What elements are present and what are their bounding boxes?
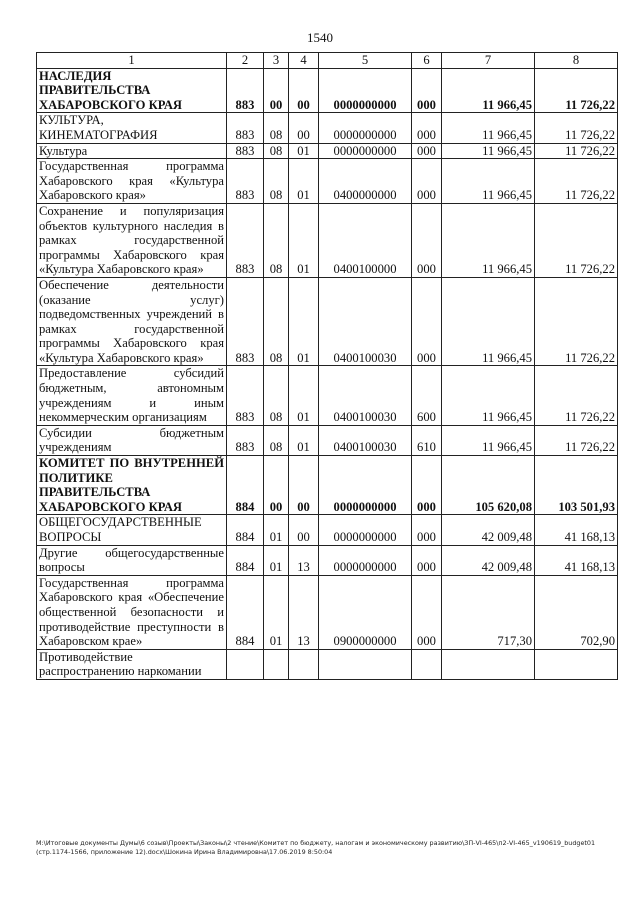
cell-rz: 08 (264, 366, 289, 425)
cell-name: КУЛЬТУРА, КИНЕМАТОГРАФИЯ (37, 113, 227, 143)
cell-sum-2019: 11 966,45 (442, 425, 535, 455)
cell-name: НАСЛЕДИЯ ПРАВИТЕЛЬСТВА ХАБАРОВСКОГО КРАЯ (37, 68, 227, 113)
cell-csr: 0900000000 (319, 575, 412, 649)
cell-rz (264, 649, 289, 679)
cell-pr: 01 (289, 425, 319, 455)
cell-csr: 0000000000 (319, 68, 412, 113)
cell-vr: 000 (412, 277, 442, 366)
cell-rz: 01 (264, 575, 289, 649)
cell-sum-2020: 11 726,22 (535, 159, 618, 204)
cell-pr: 00 (289, 515, 319, 545)
cell-name: Противодействие распространению наркомании (37, 649, 227, 679)
cell-pr: 01 (289, 143, 319, 159)
col-header-5: 5 (319, 53, 412, 69)
col-header-8: 8 (535, 53, 618, 69)
cell-sum-2020: 11 726,22 (535, 425, 618, 455)
cell-vr: 000 (412, 515, 442, 545)
cell-ved: 883 (227, 68, 264, 113)
cell-ved: 883 (227, 366, 264, 425)
cell-name: Сохранение и популяризация объектов культурного наследия в рамках государственной программы Хабаровского края «Культура Хабаровского края» (37, 203, 227, 277)
header-row (37, 53, 618, 69)
cell-rz: 01 (264, 515, 289, 545)
cell-sum-2019: 11 966,45 (442, 277, 535, 366)
cell-sum-2020: 702,90 (535, 575, 618, 649)
cell-ved: 884 (227, 515, 264, 545)
cell-sum-2019 (442, 649, 535, 679)
cell-ved: 883 (227, 203, 264, 277)
cell-sum-2019: 11 966,45 (442, 113, 535, 143)
table-row (37, 143, 618, 159)
table-row (37, 159, 618, 204)
cell-pr: 01 (289, 277, 319, 366)
cell-vr (412, 649, 442, 679)
cell-sum-2019: 11 966,45 (442, 203, 535, 277)
cell-vr: 000 (412, 159, 442, 204)
col-header-3: 3 (264, 53, 289, 69)
cell-sum-2020: 11 726,22 (535, 68, 618, 113)
cell-csr: 0400100030 (319, 277, 412, 366)
cell-ved (227, 649, 264, 679)
cell-sum-2020: 11 726,22 (535, 143, 618, 159)
cell-csr: 0400100030 (319, 425, 412, 455)
cell-sum-2019: 11 966,45 (442, 159, 535, 204)
cell-pr (289, 649, 319, 679)
cell-name: Субсидии бюджетным учреждениям (37, 425, 227, 455)
table-row (37, 456, 618, 515)
col-header-7: 7 (442, 53, 535, 69)
table-row (37, 277, 618, 366)
col-header-1: 1 (37, 53, 227, 69)
cell-name: Культура (37, 143, 227, 159)
cell-csr: 0000000000 (319, 456, 412, 515)
cell-sum-2019: 105 620,08 (442, 456, 535, 515)
cell-name: Другие общегосударственные вопросы (37, 545, 227, 575)
cell-ved: 883 (227, 143, 264, 159)
cell-vr: 000 (412, 575, 442, 649)
cell-sum-2019: 11 966,45 (442, 68, 535, 113)
cell-vr: 000 (412, 456, 442, 515)
cell-vr: 600 (412, 366, 442, 425)
cell-vr: 000 (412, 113, 442, 143)
cell-sum-2020: 11 726,22 (535, 113, 618, 143)
cell-csr: 0000000000 (319, 113, 412, 143)
cell-vr: 000 (412, 143, 442, 159)
col-header-6: 6 (412, 53, 442, 69)
cell-csr: 0000000000 (319, 143, 412, 159)
col-header-2: 2 (227, 53, 264, 69)
cell-ved: 883 (227, 159, 264, 204)
cell-ved: 883 (227, 113, 264, 143)
cell-rz: 08 (264, 203, 289, 277)
table-row (37, 575, 618, 649)
cell-rz: 00 (264, 456, 289, 515)
cell-csr: 0000000000 (319, 515, 412, 545)
table-row (37, 113, 618, 143)
cell-sum-2019: 42 009,48 (442, 545, 535, 575)
cell-ved: 883 (227, 277, 264, 366)
cell-rz: 08 (264, 113, 289, 143)
cell-sum-2019: 11 966,45 (442, 366, 535, 425)
cell-pr: 13 (289, 545, 319, 575)
cell-pr: 00 (289, 456, 319, 515)
cell-csr: 0400100000 (319, 203, 412, 277)
table-row (37, 425, 618, 455)
cell-sum-2020: 103 501,93 (535, 456, 618, 515)
cell-sum-2020: 41 168,13 (535, 545, 618, 575)
cell-pr: 00 (289, 68, 319, 113)
col-header-4: 4 (289, 53, 319, 69)
cell-rz: 08 (264, 159, 289, 204)
cell-pr: 13 (289, 575, 319, 649)
cell-name: Государственная программа Хабаровского края «Обеспечение общественной безопасности и противодействие преступности в Хабаровском крае» (37, 575, 227, 649)
cell-pr: 01 (289, 203, 319, 277)
cell-csr (319, 649, 412, 679)
cell-vr: 000 (412, 68, 442, 113)
cell-sum-2020: 11 726,22 (535, 277, 618, 366)
cell-name: Государственная программа Хабаровского края «Культура Хабаровского края» (37, 159, 227, 204)
cell-csr: 0400000000 (319, 159, 412, 204)
cell-pr: 00 (289, 113, 319, 143)
page-number: 1540 (307, 30, 333, 45)
cell-csr: 0400100030 (319, 366, 412, 425)
budget-table (36, 52, 618, 680)
cell-pr: 01 (289, 366, 319, 425)
cell-sum-2019: 42 009,48 (442, 515, 535, 545)
table-row (37, 366, 618, 425)
table-row (37, 649, 618, 679)
cell-ved: 884 (227, 456, 264, 515)
cell-name: Предоставление субсидий бюджетным, автономным учреждениям и иным некоммерческим организациям (37, 366, 227, 425)
table-body (37, 53, 618, 680)
cell-ved: 884 (227, 575, 264, 649)
cell-sum-2020: 41 168,13 (535, 515, 618, 545)
cell-rz: 00 (264, 68, 289, 113)
cell-rz: 08 (264, 425, 289, 455)
cell-name: КОМИТЕТ ПО ВНУТРЕННЕЙ ПОЛИТИКЕ ПРАВИТЕЛЬСТВА ХАБАРОВСКОГО КРАЯ (37, 456, 227, 515)
cell-ved: 884 (227, 545, 264, 575)
cell-name: Обеспечение деятельности (оказание услуг) подведомственных учреждений в рамках государственной программы Хабаровского края «Культура Хабаровского края» (37, 277, 227, 366)
cell-sum-2019: 717,30 (442, 575, 535, 649)
cell-ved: 883 (227, 425, 264, 455)
cell-pr: 01 (289, 159, 319, 204)
cell-vr: 610 (412, 425, 442, 455)
table-row (37, 68, 618, 113)
cell-sum-2020: 11 726,22 (535, 366, 618, 425)
cell-sum-2020 (535, 649, 618, 679)
cell-csr: 0000000000 (319, 545, 412, 575)
cell-sum-2019: 11 966,45 (442, 143, 535, 159)
cell-vr: 000 (412, 545, 442, 575)
table-row (37, 545, 618, 575)
table-row (37, 515, 618, 545)
cell-vr: 000 (412, 203, 442, 277)
cell-sum-2020: 11 726,22 (535, 203, 618, 277)
table-row (37, 203, 618, 277)
cell-rz: 08 (264, 277, 289, 366)
cell-name: ОБЩЕГОСУДАРСТВЕННЫЕ ВОПРОСЫ (37, 515, 227, 545)
cell-rz: 01 (264, 545, 289, 575)
document-path-footer: М:\Итоговые документы Думы\6 созыв\Проекты\Законы\2 чтение\Комитет по бюджету, налогам и экономическому развитию\ЗП-VI-465\п2-VI-465_v190619_budget01 (стр.1174-1566, приложение 12).docx\Шокина Ирина Владимировна\17.06.2019 8:50:04 (36, 839, 596, 856)
cell-rz: 08 (264, 143, 289, 159)
